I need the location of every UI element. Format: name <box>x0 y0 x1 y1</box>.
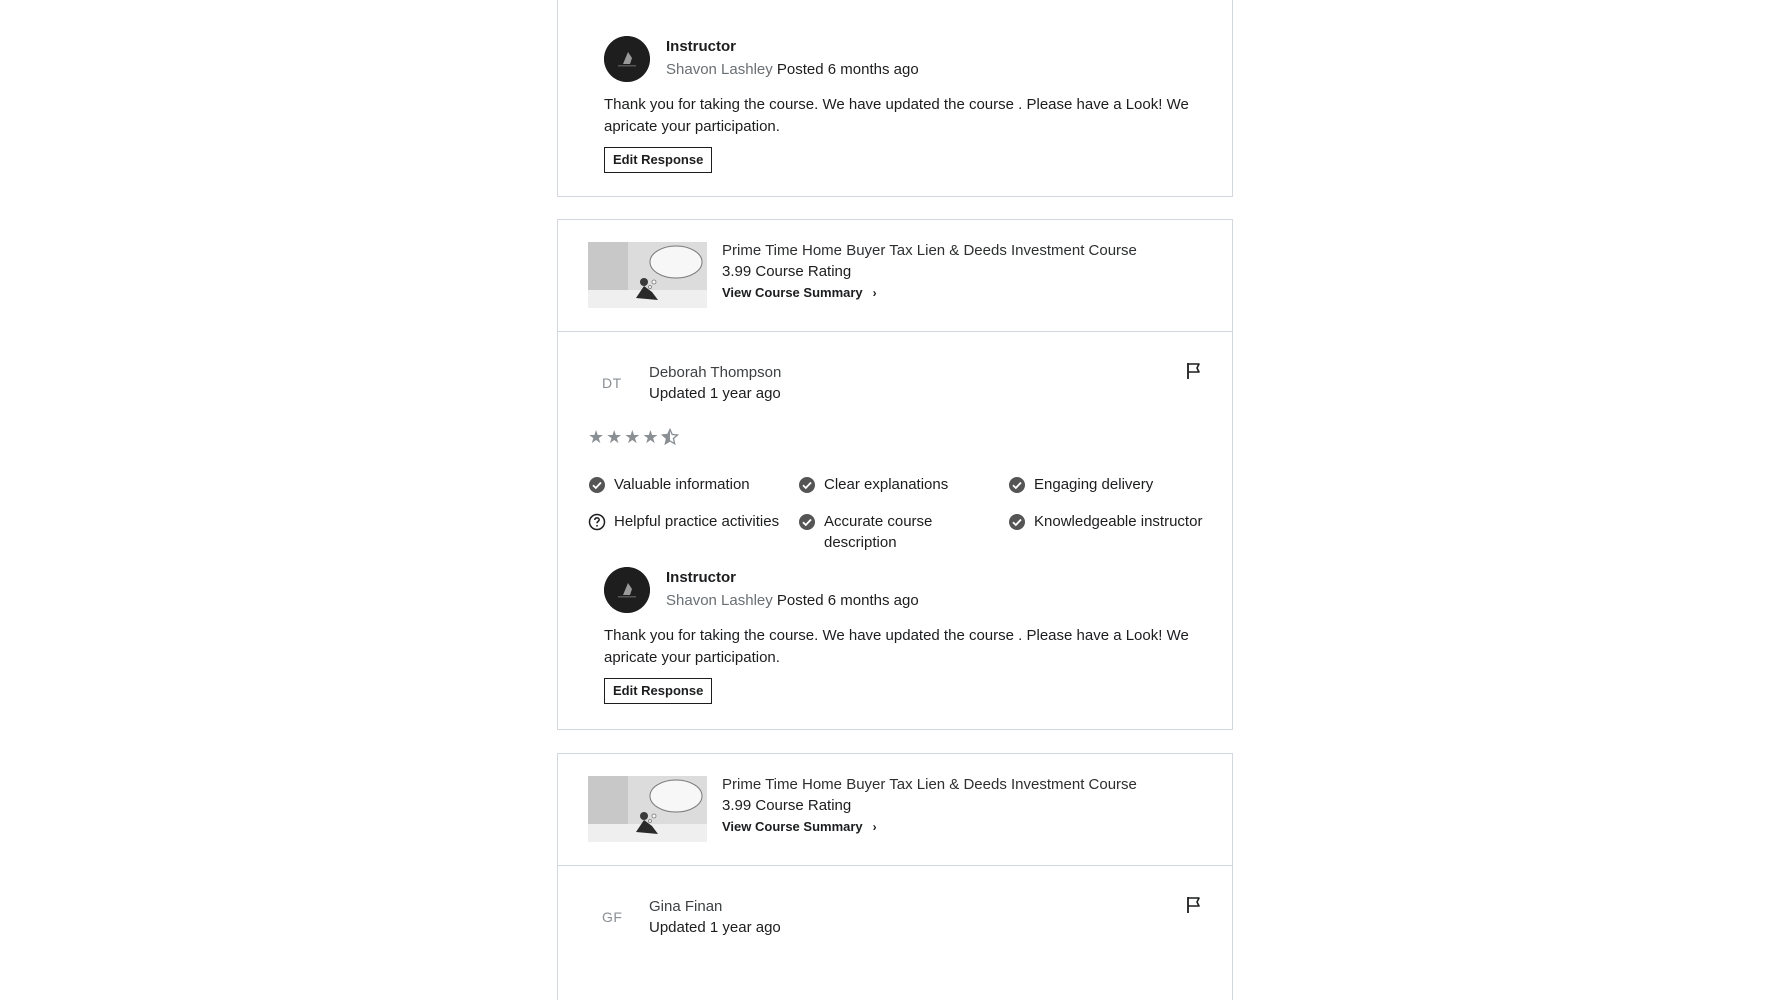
tag-label: Knowledgeable instructor <box>1034 513 1203 530</box>
flag-icon[interactable] <box>1186 896 1202 914</box>
tag-accurate-course-description <box>798 511 1008 553</box>
tag-label: Engaging delivery <box>1034 476 1154 493</box>
response-author: Shavon Lashley <box>666 592 773 609</box>
course-title: Prime Time Home Buyer Tax Lien & Deeds Investment Course <box>722 776 1137 793</box>
reviewer-initials: DT <box>602 375 622 391</box>
course-rating: 3.99 Course Rating <box>722 263 852 280</box>
review-card-partial <box>557 0 1233 197</box>
instructor-avatar <box>604 567 650 613</box>
course-title: Prime Time Home Buyer Tax Lien & Deeds Investment Course <box>722 242 1137 259</box>
tag-label: Helpful practice activities <box>614 513 780 530</box>
view-course-summary-label: View Course Summary <box>722 285 863 300</box>
response-role: Instructor <box>666 569 737 586</box>
course-rating: 3.99 Course Rating <box>722 797 852 814</box>
tag-knowledgeable-instructor <box>1008 511 1208 553</box>
instructor-avatar <box>604 36 650 82</box>
view-course-summary-link[interactable] <box>722 817 877 837</box>
instructor-response <box>604 567 1189 704</box>
tag-engaging-delivery <box>1008 474 1208 495</box>
view-course-summary-link[interactable] <box>722 283 877 303</box>
tag-label: Clear explanations <box>824 476 949 493</box>
reviewer-name: Gina Finan <box>649 898 723 915</box>
course-header <box>558 754 1232 866</box>
chevron-right-icon: › <box>872 286 877 300</box>
course-thumbnail[interactable] <box>588 776 707 842</box>
response-text: Thank you for taking the course. We have updated the course . Please have a Look! We apricate your participation. <box>604 627 1189 666</box>
check-circle-icon <box>1008 513 1026 531</box>
review-time: Updated 1 year ago <box>649 919 781 936</box>
question-circle-icon <box>588 513 606 531</box>
check-circle-icon <box>1008 476 1026 494</box>
edit-response-button[interactable]: Edit Response <box>604 678 712 704</box>
tag-valuable-information <box>588 474 798 495</box>
flag-icon[interactable] <box>1186 362 1202 380</box>
instructor-response <box>604 36 1189 173</box>
tag-label: Valuable information <box>614 476 750 493</box>
star-full-icon: ★ <box>624 427 641 447</box>
response-time: Posted 6 months ago <box>776 61 919 78</box>
response-time: Posted 6 months ago <box>776 592 919 609</box>
check-circle-icon <box>798 476 816 494</box>
star-full-icon: ★ <box>606 427 623 447</box>
course-thumbnail[interactable] <box>588 242 707 308</box>
check-circle-icon <box>588 476 606 494</box>
check-circle-icon <box>798 513 816 531</box>
tag-clear-explanations <box>798 474 1008 495</box>
star-full-icon: ★ <box>588 427 605 447</box>
response-text: Thank you for taking the course. We have updated the course . Please have a Look! We apricate your participation. <box>604 96 1189 135</box>
review-tags <box>588 474 1208 553</box>
review-card <box>557 219 1233 730</box>
star-rating <box>588 428 679 449</box>
chevron-right-icon: › <box>872 820 877 834</box>
tag-label: Accurate course description <box>824 513 933 551</box>
view-course-summary-label: View Course Summary <box>722 819 863 834</box>
response-role: Instructor <box>666 38 737 55</box>
star-full-icon: ★ <box>642 427 659 447</box>
reviewer-initials: GF <box>602 909 623 925</box>
review-time: Updated 1 year ago <box>649 385 781 402</box>
review-card <box>557 753 1233 1000</box>
tag-helpful-practice-activities <box>588 511 798 553</box>
reviewer-name: Deborah Thompson <box>649 364 782 381</box>
course-header <box>558 220 1232 332</box>
star-half-icon <box>661 428 679 449</box>
edit-response-button[interactable]: Edit Response <box>604 147 712 173</box>
response-author: Shavon Lashley <box>666 61 773 78</box>
